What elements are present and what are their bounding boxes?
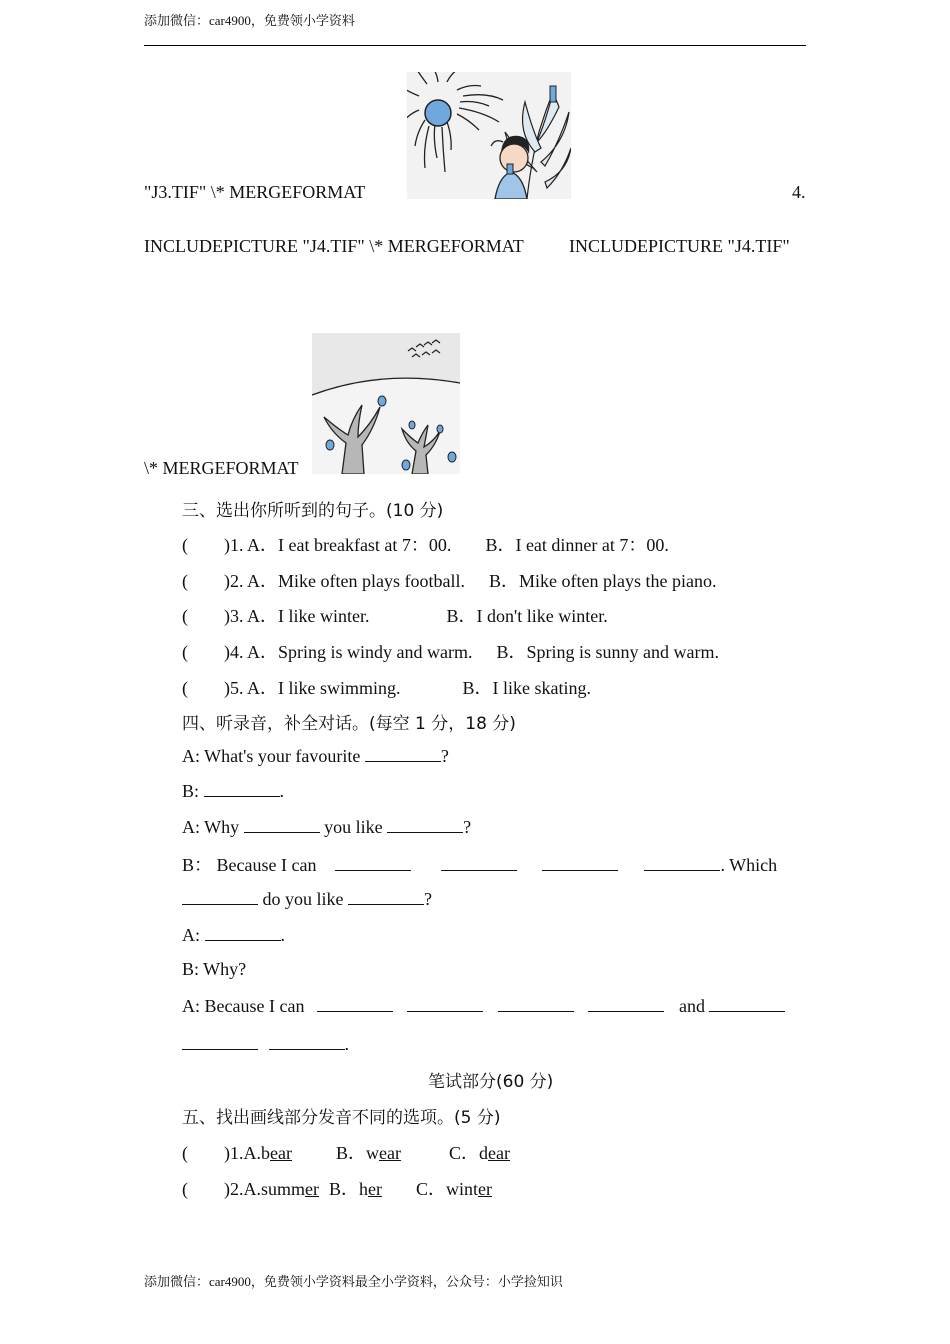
dialog-text: do you like <box>262 889 344 909</box>
dialog-line-4 <box>182 851 806 877</box>
dialog-text: A: What's your favourite <box>182 746 361 766</box>
answer-blank[interactable] <box>205 924 281 941</box>
field-code-j4-tail: \* MERGEFORMAT <box>144 458 299 478</box>
s3-item-4 <box>182 638 719 664</box>
underlined-part: er <box>478 1179 492 1199</box>
answer-blank[interactable] <box>182 1033 258 1050</box>
underlined-part: er <box>368 1179 382 1199</box>
option-b-label: B． <box>462 678 493 698</box>
section5-title: 五、找出画线部分发音不同的选项。(5 分) <box>182 1108 501 1128</box>
underlined-part: er <box>305 1179 319 1199</box>
answer-blank[interactable] <box>498 995 574 1012</box>
item-number: )1.A.b <box>224 1143 270 1163</box>
hot-sun-picture <box>407 72 571 199</box>
option-a: Mike often plays football. <box>278 571 465 591</box>
autumn-trees-picture <box>312 333 460 474</box>
answer-blank[interactable] <box>269 1033 345 1050</box>
dialog-text: A: Because I can <box>182 996 305 1016</box>
answer-paren: ( <box>182 1143 188 1163</box>
dialog-text: ? <box>463 817 472 837</box>
field-code-j3-tail: "J3.TIF" \* MERGEFORMAT <box>144 182 366 202</box>
option-b-label: B．w <box>335 1143 379 1163</box>
page-footer: 添加微信：car4900，免费领小学资料最全小学资料，公众号：小学捡知识 <box>144 1274 563 1289</box>
item-number: )2. A． <box>224 571 278 591</box>
s5-item-1 <box>182 1139 510 1165</box>
dialog-text: you like <box>324 817 383 837</box>
answer-blank[interactable] <box>244 816 320 833</box>
dialog-text: A: <box>182 925 200 945</box>
item-number: )4. A． <box>224 642 278 662</box>
answer-blank[interactable] <box>365 745 441 762</box>
option-b-label: B．h <box>328 1179 368 1199</box>
dialog-text: . <box>280 925 285 945</box>
s3-item-1 <box>182 531 669 557</box>
s5-item-2 <box>182 1175 492 1201</box>
page-header: 添加微信：car4900，免费领小学资料 <box>144 13 355 28</box>
option-b: Mike often plays the piano. <box>518 571 717 591</box>
option-b: I eat dinner at 7：00. <box>515 535 669 555</box>
answer-blank[interactable] <box>542 854 618 871</box>
s3-item-5 <box>182 674 591 700</box>
dialog-text: ? <box>440 746 449 766</box>
option-c-label: C．d <box>448 1143 488 1163</box>
dialog-line-5 <box>182 888 432 910</box>
dialog-line-2 <box>182 780 284 802</box>
dialog-line-6 <box>182 924 285 946</box>
field-code-j4-include-right: INCLUDEPICTURE "J4.TIF" <box>569 236 790 256</box>
dialog-line-7: B: Why? <box>182 959 247 979</box>
item-number: )2.A.summ <box>224 1179 305 1199</box>
option-b-label: B． <box>496 642 527 662</box>
answer-blank[interactable] <box>709 995 785 1012</box>
field-code-j4-include-left: INCLUDEPICTURE "J4.TIF" \* MERGEFORMAT <box>144 236 524 256</box>
option-b: I don't like winter. <box>476 606 608 626</box>
s3-item-2 <box>182 567 716 593</box>
dialog-line-8 <box>182 995 806 1017</box>
option-b-label: B． <box>485 535 516 555</box>
answer-paren: ( <box>182 535 188 555</box>
option-c-label: C．wint <box>415 1179 478 1199</box>
dialog-line-3 <box>182 816 471 838</box>
header-divider <box>144 45 806 46</box>
dialog-text: . <box>344 1034 349 1054</box>
dialog-line-9 <box>182 1033 349 1055</box>
answer-blank[interactable] <box>182 888 258 905</box>
answer-blank[interactable] <box>348 888 424 905</box>
section4-title: 四、听录音，补全对话。(每空 1 分，18 分) <box>182 714 516 734</box>
answer-paren: ( <box>182 1179 188 1199</box>
item-number-4: 4. <box>792 182 806 202</box>
answer-blank[interactable] <box>588 995 664 1012</box>
dialog-text: . <box>279 781 285 801</box>
item-number: )1. A． <box>224 535 278 555</box>
dialog-text: B： Because I can <box>182 855 317 875</box>
answer-blank[interactable] <box>204 780 280 797</box>
answer-blank[interactable] <box>317 995 393 1012</box>
answer-paren: ( <box>182 678 188 698</box>
answer-blank[interactable] <box>441 854 517 871</box>
answer-paren: ( <box>182 571 188 591</box>
option-a: I like swimming. <box>278 678 401 698</box>
dialog-text: ? <box>424 889 432 909</box>
s3-item-3 <box>182 602 608 628</box>
answer-blank[interactable] <box>335 854 411 871</box>
item-number: )5. A． <box>224 678 278 698</box>
answer-paren: ( <box>182 606 188 626</box>
option-a: I like winter. <box>278 606 370 626</box>
underlined-part: ear <box>270 1143 292 1163</box>
item-number: )3. A． <box>224 606 278 626</box>
answer-paren: ( <box>182 642 188 662</box>
option-a: I eat breakfast at 7：00. <box>278 535 452 555</box>
dialog-text: A: Why <box>182 817 240 837</box>
underlined-part: ear <box>488 1143 510 1163</box>
option-b-label: B． <box>446 606 477 626</box>
underlined-part: ear <box>379 1143 401 1163</box>
answer-blank[interactable] <box>407 995 483 1012</box>
written-part-title: 笔试部分(60 分) <box>428 1072 554 1092</box>
dialog-text: and <box>678 996 705 1016</box>
dialog-line-1 <box>182 745 449 767</box>
answer-blank[interactable] <box>387 816 463 833</box>
option-a: Spring is windy and warm. <box>278 642 473 662</box>
answer-blank[interactable] <box>644 854 720 871</box>
dialog-text: B: <box>182 781 200 801</box>
section3-title: 三、选出你所听到的句子。(10 分) <box>182 501 444 521</box>
dialog-text: . Which <box>720 855 778 875</box>
option-b: I like skating. <box>492 678 591 698</box>
option-b-label: B． <box>488 571 519 591</box>
option-b: Spring is sunny and warm. <box>526 642 719 662</box>
